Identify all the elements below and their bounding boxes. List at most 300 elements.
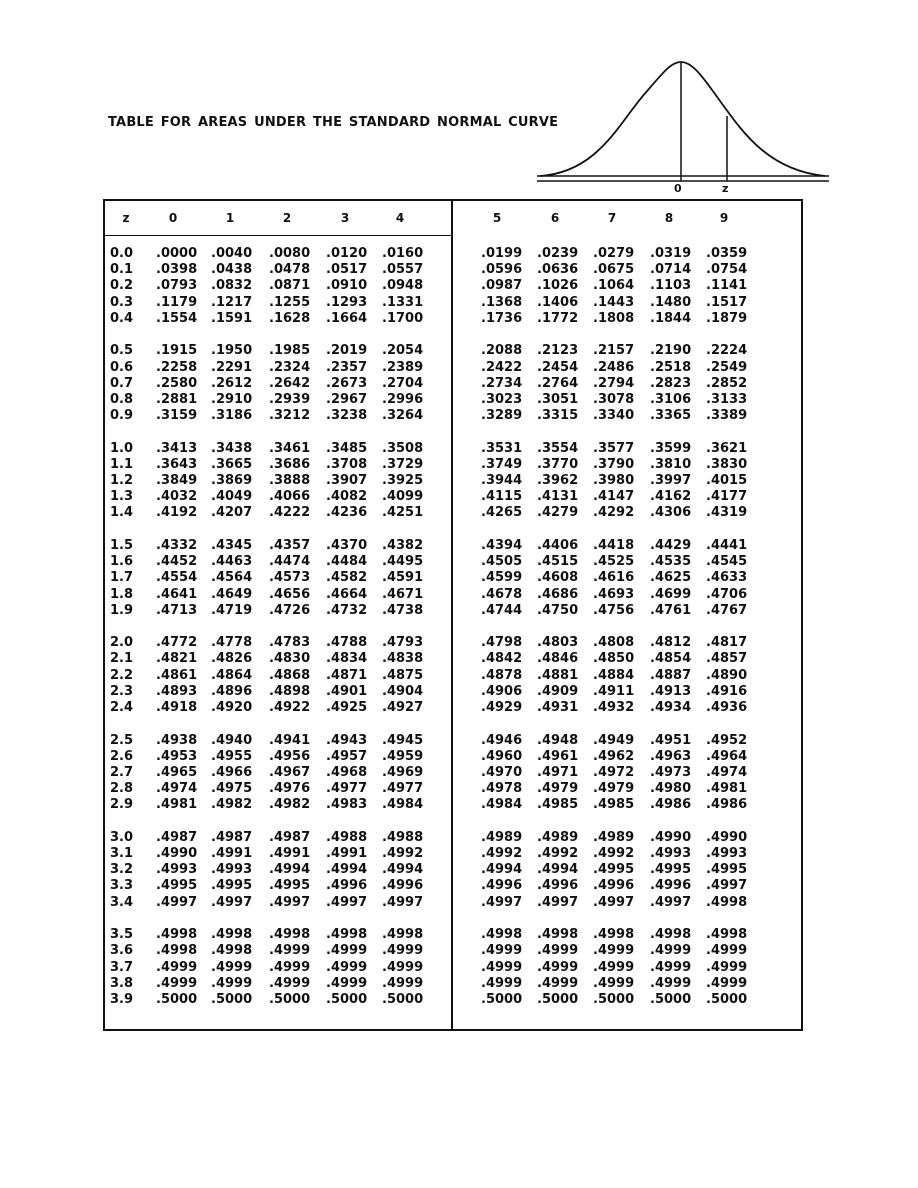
area-value-cell: .3508 [382,440,424,456]
z-value-cell: 1.8 [110,586,134,602]
area-value-cell: .3708 [326,456,368,472]
z-value-cell: 0.5 [110,343,134,359]
area-value-cell: .4999 [706,943,748,959]
area-value-cell: .1255 [269,294,311,310]
area-value-cell: .4441 [706,537,748,553]
area-value-cell: .4015 [706,473,748,488]
area-value-cell: .4345 [211,537,253,553]
area-value-cell: .4974 [156,781,198,797]
area-value-cell: .4066 [269,489,311,505]
area-value-cell: .4995 [156,878,198,894]
z-value-cell: 3.9 [110,991,134,1007]
area-value-cell: .4943 [326,732,368,748]
area-value-cell: .4573 [269,570,311,586]
area-value-cell: .2518 [650,359,692,375]
z-value-cell: 2.6 [110,748,134,764]
area-value-cell: .4884 [593,667,635,683]
area-value-cell: .2967 [326,391,368,407]
area-value-cell: .4998 [211,927,253,943]
area-value-cell: .2389 [382,359,424,375]
area-value-cell: .4812 [650,635,692,651]
z-value-cell: 1.4 [110,505,134,521]
area-value-cell: .4545 [706,554,748,570]
column-header: 8 [664,211,674,225]
area-value-cell: .4990 [650,829,692,845]
area-value-cell: .0398 [156,262,198,278]
area-value-cell: .3577 [593,440,635,456]
area-value-cell: .4998 [481,927,523,943]
area-value-cell: .0987 [481,278,523,294]
area-value-cell: .2910 [211,391,253,407]
area-value-cell: .2486 [593,359,635,375]
area-value-cell: .0714 [650,262,692,278]
area-value-cell: .4625 [650,570,692,586]
z-value-cell: 3.0 [110,829,134,845]
area-value-cell: .2454 [537,359,579,375]
area-value-cell: .4525 [593,554,635,570]
area-value-cell: .4998 [269,927,311,943]
area-value-cell: .4838 [382,651,424,667]
area-value-cell: .5000 [650,991,692,1007]
area-value-cell: .2291 [211,359,253,375]
area-value-cell: .4983 [326,797,368,813]
area-value-cell: .4994 [481,862,523,878]
z-value-cell: 1.9 [110,602,134,618]
area-value-cell: .4808 [593,635,635,651]
area-value-cell: .3340 [593,408,635,424]
area-value-cell: .4535 [650,554,692,570]
area-value-cell: .4971 [537,764,579,780]
area-value-cell: .3849 [156,473,198,488]
area-value-cell: .3554 [537,440,579,456]
area-value-cell: .4999 [650,975,692,991]
area-value-cell: .4993 [650,846,692,861]
area-value-cell: .4995 [706,862,748,878]
area-value-cell: .3869 [211,473,253,488]
z-value-cell: 2.9 [110,797,134,813]
area-value-cell: .0832 [211,278,253,294]
area-value-cell: .4332 [156,537,198,553]
area-value-cell: .4997 [382,894,424,910]
area-value-cell: .0120 [326,246,368,261]
area-value-cell: .4505 [481,554,523,570]
area-value-cell: .0793 [156,278,198,294]
area-value-cell: .4999 [269,959,311,975]
area-value-cell: .2764 [537,375,579,391]
area-value-cell: .4938 [156,732,198,748]
area-value-cell: .3665 [211,456,253,472]
area-value-cell: .3810 [650,456,692,472]
area-value-cell: .4986 [706,797,748,813]
bell-curve [540,62,825,176]
area-value-cell: .4981 [706,781,748,797]
area-value-cell: .4988 [382,829,424,845]
area-value-cell: .1879 [706,310,748,326]
area-value-cell: .3365 [650,408,692,424]
area-value-cell: .4664 [326,586,368,602]
area-value-cell: .1628 [269,310,311,326]
area-value-cell: .4986 [650,797,692,813]
header-rule [103,235,452,236]
area-value-cell: .4999 [211,959,253,975]
area-value-cell: .4999 [326,943,368,959]
area-value-cell: .4989 [481,829,523,845]
area-value-cell: .4995 [593,862,635,878]
area-value-cell: .2704 [382,375,424,391]
area-value-cell: .4515 [537,554,579,570]
area-value-cell: .0910 [326,278,368,294]
z-value-cell: 2.4 [110,700,134,715]
area-value-cell: .4964 [706,748,748,764]
area-value-cell: .4991 [211,846,253,861]
area-value-cell: .4922 [269,700,311,715]
area-value-cell: .1368 [481,294,523,310]
area-value-cell: .3389 [706,408,748,424]
area-value-cell: .4993 [211,862,253,878]
area-value-cell: .1736 [481,310,523,326]
area-value-cell: .4966 [211,764,253,780]
area-value-cell: .4998 [593,927,635,943]
area-value-cell: .4984 [481,797,523,813]
area-value-cell: .4429 [650,537,692,553]
area-value-cell: .4997 [706,878,748,894]
area-value-cell: .4463 [211,554,253,570]
area-value-cell: .4911 [593,683,635,699]
area-value-cell: .4973 [650,764,692,780]
z-value-cell: 0.4 [110,310,134,326]
area-value-cell: .5000 [706,991,748,1007]
area-value-cell: .4699 [650,586,692,602]
area-value-cell: .4830 [269,651,311,667]
area-value-cell: .4993 [156,862,198,878]
area-value-cell: .4994 [537,862,579,878]
area-value-cell: .4996 [593,878,635,894]
area-value-cell: .5000 [156,991,198,1007]
area-value-cell: .4999 [382,975,424,991]
area-value-cell: .3643 [156,456,198,472]
area-value-cell: .4817 [706,635,748,651]
area-value-cell: .4999 [382,959,424,975]
area-value-cell: .1554 [156,310,198,326]
column-header: 0 [168,211,178,225]
area-value-cell: .4999 [650,943,692,959]
area-value-cell: .1293 [326,294,368,310]
area-value-cell: .2357 [326,359,368,375]
area-value-cell: .4980 [650,781,692,797]
area-value-cell: .4999 [326,975,368,991]
area-value-cell: .1480 [650,294,692,310]
area-value-cell: .4999 [269,943,311,959]
area-value-cell: .4564 [211,570,253,586]
z-value-cell: 0.3 [110,294,134,310]
area-value-cell: .4994 [326,862,368,878]
area-value-cell: .4948 [537,732,579,748]
area-value-cell: .4996 [537,878,579,894]
area-value-cell: .4994 [269,862,311,878]
area-value-cell: .4162 [650,489,692,505]
area-value-cell: .0675 [593,262,635,278]
area-value-cell: .4881 [537,667,579,683]
area-value-cell: .4991 [269,846,311,861]
area-value-cell: .4940 [211,732,253,748]
area-value-cell: .4633 [706,570,748,586]
z-value-cell: 3.8 [110,975,134,991]
area-value-cell: .3962 [537,473,579,488]
area-value-cell: .3461 [269,440,311,456]
area-value-cell: .0239 [537,246,579,261]
area-value-cell: .4982 [211,797,253,813]
area-value-cell: .3264 [382,408,424,424]
area-value-cell: .2054 [382,343,424,359]
area-value-cell: .4949 [593,732,635,748]
area-value-cell: .4998 [156,927,198,943]
area-value-cell: .4904 [382,683,424,699]
area-value-cell: .4656 [269,586,311,602]
area-value-cell: .4999 [481,943,523,959]
area-value-cell: .4970 [481,764,523,780]
z-value-cell: 1.3 [110,489,134,505]
area-value-cell: .4996 [382,878,424,894]
area-value-cell: .4953 [156,748,198,764]
area-value-cell: .4868 [269,667,311,683]
area-value-cell: .4916 [706,683,748,699]
area-value-cell: .3413 [156,440,198,456]
area-value-cell: .4997 [326,894,368,910]
area-value-cell: .4394 [481,537,523,553]
area-value-cell: .3830 [706,456,748,472]
area-value-cell: .4998 [706,894,748,910]
area-value-cell: .4319 [706,505,748,521]
area-value-cell: .4920 [211,700,253,715]
area-value-cell: .1517 [706,294,748,310]
area-value-cell: .4998 [382,927,424,943]
area-value-cell: .4999 [593,959,635,975]
area-value-cell: .4756 [593,602,635,618]
area-value-cell: .4495 [382,554,424,570]
area-value-cell: .2549 [706,359,748,375]
area-value-cell: .4896 [211,683,253,699]
area-value-cell: .4967 [269,764,311,780]
area-value-cell: .4972 [593,764,635,780]
area-value-cell: .3925 [382,473,424,488]
area-value-cell: .5000 [269,991,311,1007]
area-value-cell: .4999 [269,975,311,991]
area-value-cell: .1985 [269,343,311,359]
z-value-cell: 2.8 [110,781,134,797]
z-value-cell: 3.1 [110,846,134,861]
area-value-cell: .4997 [537,894,579,910]
area-value-cell: .2734 [481,375,523,391]
area-value-cell: .4713 [156,602,198,618]
area-value-cell: .3186 [211,408,253,424]
area-value-cell: .4913 [650,683,692,699]
area-value-cell: .4864 [211,667,253,683]
area-value-cell: .3997 [650,473,692,488]
area-value-cell: .0557 [382,262,424,278]
area-value-cell: .0040 [211,246,253,261]
area-value-cell: .4857 [706,651,748,667]
area-value-cell: .4719 [211,602,253,618]
area-value-cell: .4671 [382,586,424,602]
area-value-cell: .1179 [156,294,198,310]
area-value-cell: .4993 [706,846,748,861]
area-value-cell: .4616 [593,570,635,586]
area-value-cell: .4999 [650,959,692,975]
area-value-cell: .4997 [650,894,692,910]
area-value-cell: .4995 [650,862,692,878]
area-value-cell: .2996 [382,391,424,407]
z-value-cell: 1.7 [110,570,134,586]
area-value-cell: .4192 [156,505,198,521]
area-value-cell: .4975 [211,781,253,797]
area-value-cell: .5000 [211,991,253,1007]
area-value-cell: .4279 [537,505,579,521]
area-value-cell: .4744 [481,602,523,618]
area-value-cell: .3980 [593,473,635,488]
area-value-cell: .4147 [593,489,635,505]
area-value-cell: .4981 [156,797,198,813]
area-value-cell: .4890 [706,667,748,683]
area-value-cell: .4706 [706,586,748,602]
area-value-cell: .4452 [156,554,198,570]
z-value-cell: 1.0 [110,440,134,456]
area-value-cell: .3023 [481,391,523,407]
area-value-cell: .4955 [211,748,253,764]
area-value-cell: .3599 [650,440,692,456]
area-value-cell: .4049 [211,489,253,505]
area-value-cell: .4641 [156,586,198,602]
area-value-cell: .4878 [481,667,523,683]
area-value-cell: .2019 [326,343,368,359]
area-value-cell: .4999 [382,943,424,959]
area-value-cell: .4979 [537,781,579,797]
table-title: TABLE FOR AREAS UNDER THE STANDARD NORMAL CURVE [108,115,559,130]
area-value-cell: .4591 [382,570,424,586]
area-value-cell: .4956 [269,748,311,764]
area-value-cell: .1591 [211,310,253,326]
area-value-cell: .4997 [593,894,635,910]
area-value-cell: .0478 [269,262,311,278]
area-value-cell: .4965 [156,764,198,780]
area-value-cell: .4998 [706,927,748,943]
column-header: z [122,211,130,225]
area-value-cell: .4909 [537,683,579,699]
area-value-cell: .5000 [326,991,368,1007]
area-value-cell: .4370 [326,537,368,553]
area-value-cell: .4999 [481,975,523,991]
area-value-cell: .4767 [706,602,748,618]
area-value-cell: .2939 [269,391,311,407]
area-value-cell: .0948 [382,278,424,294]
area-value-cell: .4999 [537,975,579,991]
z-value-cell: 3.7 [110,959,134,975]
area-value-cell: .4931 [537,700,579,715]
area-value-cell: .4608 [537,570,579,586]
area-value-cell: .4962 [593,748,635,764]
area-value-cell: .4099 [382,489,424,505]
area-value-cell: .4906 [481,683,523,699]
area-value-cell: .4998 [156,943,198,959]
column-header: 6 [550,211,560,225]
area-value-cell: .4941 [269,732,311,748]
area-value-cell: .4582 [326,570,368,586]
area-value-cell: .4959 [382,748,424,764]
area-value-cell: .4761 [650,602,692,618]
z-value-cell: 0.0 [110,246,134,261]
normal-curve-diagram [0,0,918,200]
area-value-cell: .3907 [326,473,368,488]
area-value-cell: .4918 [156,700,198,715]
area-value-cell: .2881 [156,391,198,407]
area-value-cell: .1026 [537,278,579,294]
area-value-cell: .5000 [481,991,523,1007]
area-value-cell: .4999 [481,959,523,975]
area-value-cell: .4934 [650,700,692,715]
area-value-cell: .2852 [706,375,748,391]
area-value-cell: .4357 [269,537,311,553]
z-value-cell: 2.2 [110,667,134,683]
area-value-cell: .0199 [481,246,523,261]
curve-center-label: 0 [674,182,682,195]
area-value-cell: .5000 [537,991,579,1007]
area-value-cell: .4932 [593,700,635,715]
area-value-cell: .0319 [650,246,692,261]
z-value-cell: 2.7 [110,764,134,780]
column-header: 2 [282,211,292,225]
area-value-cell: .3749 [481,456,523,472]
area-value-cell: .4292 [593,505,635,521]
area-value-cell: .0636 [537,262,579,278]
area-value-cell: .4778 [211,635,253,651]
area-value-cell: .4850 [593,651,635,667]
z-value-cell: 0.7 [110,375,134,391]
area-value-cell: .1844 [650,310,692,326]
area-value-cell: .4989 [537,829,579,845]
area-value-cell: .4992 [481,846,523,861]
area-value-cell: .4893 [156,683,198,699]
area-value-cell: .5000 [593,991,635,1007]
area-value-cell: .0754 [706,262,748,278]
area-value-cell: .4875 [382,667,424,683]
area-value-cell: .0080 [269,246,311,261]
area-value-cell: .3621 [706,440,748,456]
z-value-cell: 3.6 [110,943,134,959]
area-value-cell: .1772 [537,310,579,326]
area-value-cell: .4984 [382,797,424,813]
z-value-cell: 1.6 [110,554,134,570]
area-value-cell: .4987 [211,829,253,845]
area-value-cell: .3686 [269,456,311,472]
area-value-cell: .4996 [650,878,692,894]
area-value-cell: .4554 [156,570,198,586]
area-value-cell: .4985 [593,797,635,813]
area-value-cell: .4887 [650,667,692,683]
z-value-cell: 2.3 [110,683,134,699]
area-value-cell: .4998 [326,927,368,943]
column-header: 4 [395,211,405,225]
area-value-cell: .4999 [156,975,198,991]
area-value-cell: .1064 [593,278,635,294]
area-value-cell: .1700 [382,310,424,326]
area-value-cell: .4999 [537,959,579,975]
area-value-cell: .4976 [269,781,311,797]
area-value-cell: .1664 [326,310,368,326]
area-value-cell: .4990 [156,846,198,861]
area-value-cell: .2823 [650,375,692,391]
area-value-cell: .4929 [481,700,523,715]
area-value-cell: .4968 [326,764,368,780]
area-value-cell: .4222 [269,505,311,521]
